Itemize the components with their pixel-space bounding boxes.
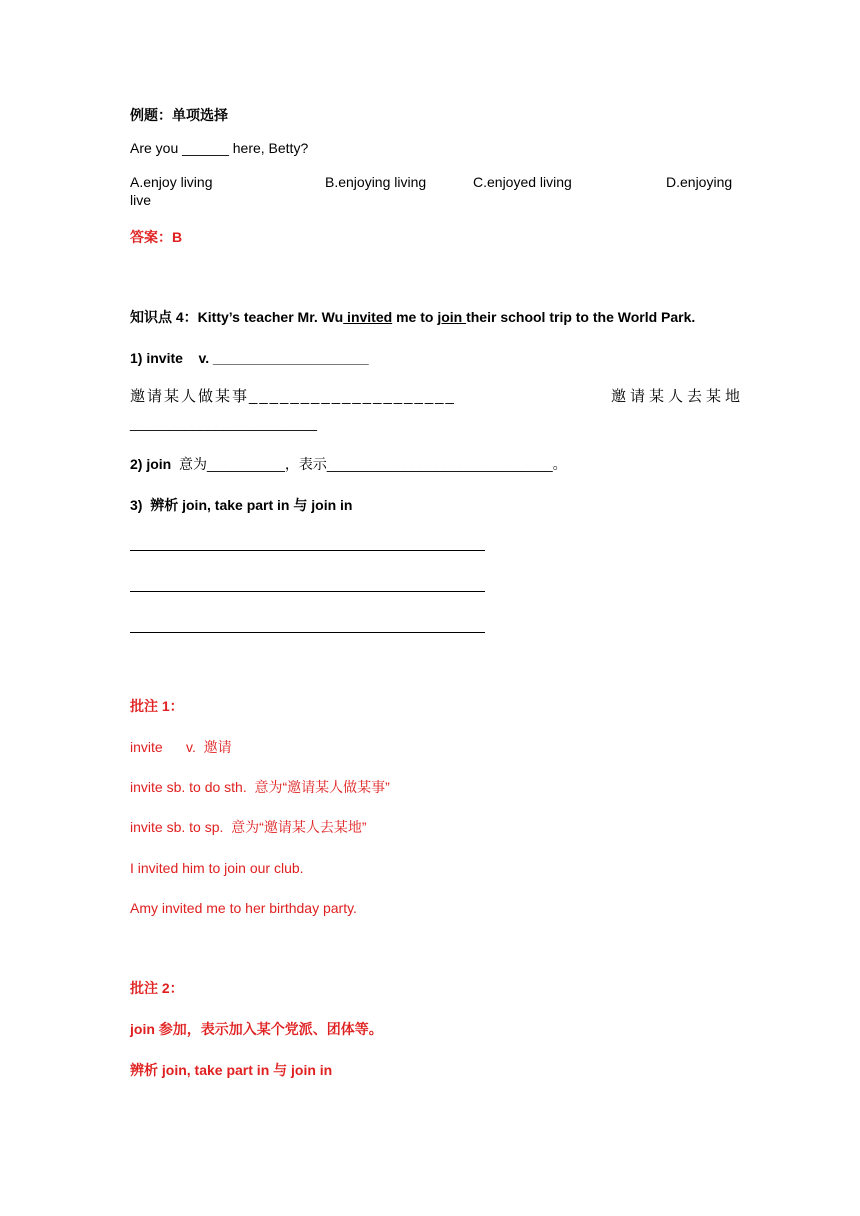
note-2-line-1: join 参加，表示加入某个党派、团体等。 [130, 1021, 383, 1037]
kp-mid: me to [392, 309, 438, 325]
kp-pre: 知识点 4：Kitty’s teacher Mr. Wu [130, 309, 344, 325]
item-1-b: 邀请某人去某地 [611, 388, 745, 405]
item-2-label: 2) join [130, 456, 172, 472]
option-c: C.enjoyed living [473, 174, 572, 190]
knowledge-point-heading [130, 308, 695, 326]
note-1-line-4: I invited him to join our club. [130, 860, 304, 876]
note-2-line-2: 辨析 join, take part in 与 join in [130, 1062, 333, 1078]
item-1-invite: 1) invite v. ____________________ [130, 350, 369, 366]
answer-blank-line-3 [130, 632, 485, 633]
kp-post: their school trip to the World Park. [466, 309, 696, 325]
item-2-join [130, 455, 567, 473]
example-question: Are you ______ here, Betty? [130, 140, 309, 156]
item-2-rest: 意为__________，表示_____________________________。 [171, 456, 567, 472]
example-answer: 答案：B [130, 229, 183, 245]
note-1-line-2: invite sb. to do sth. 意为“邀请某人做某事” [130, 779, 390, 795]
note-2-heading: 批注 2： [130, 980, 184, 996]
kp-invited: invited [343, 309, 393, 325]
note-1-line-1: invite v. 邀请 [130, 739, 232, 755]
item-3-compare: 3) 辨析 join, take part in 与 join in [130, 497, 353, 513]
answer-blank-line-2 [130, 591, 485, 592]
note-1-heading: 批注 1： [130, 698, 184, 714]
item-1-a: 邀请某人做某事____________________ [130, 388, 456, 405]
example-heading: 例题：单项选择 [130, 107, 228, 123]
option-d: D.enjoying [666, 174, 733, 190]
answer-blank-line-1 [130, 550, 485, 551]
note-1-line-5: Amy invited me to her birthday party. [130, 900, 357, 916]
kp-join: join [437, 309, 467, 325]
option-b: B.enjoying living [325, 174, 427, 190]
note-1-line-3: invite sb. to sp. 意为“邀请某人去某地” [130, 819, 367, 835]
option-a: A.enjoy living [130, 174, 213, 190]
option-d-wrap: live [130, 192, 152, 208]
item-1-c: ________________________ [130, 415, 317, 431]
